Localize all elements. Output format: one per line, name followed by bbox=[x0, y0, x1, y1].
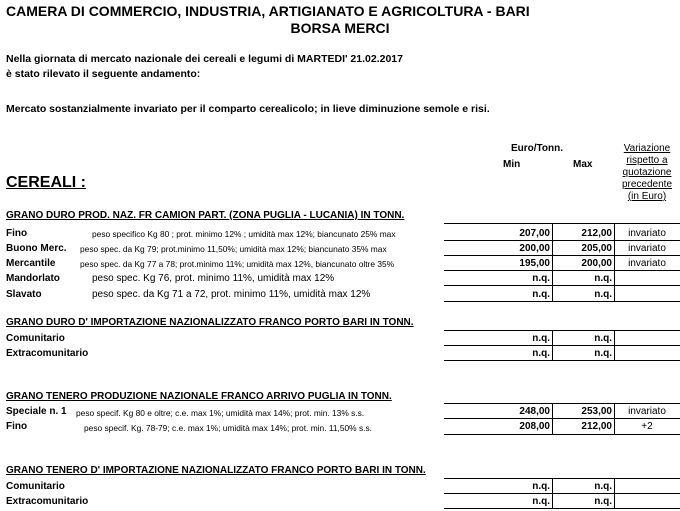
price-variation: +2 bbox=[641, 421, 653, 432]
price-min: 208,00 bbox=[519, 421, 550, 432]
price-max: 253,00 bbox=[581, 406, 612, 417]
price-min: 207,00 bbox=[519, 228, 550, 239]
column-divider bbox=[614, 403, 615, 434]
price-variation: invariato bbox=[628, 406, 666, 417]
column-divider bbox=[552, 223, 553, 301]
intro-line-2: è stato rilevato il seguente andamento: bbox=[6, 68, 201, 80]
grade-name: Slavato bbox=[6, 289, 42, 300]
column-divider bbox=[552, 403, 553, 434]
max-header: Max bbox=[573, 159, 593, 170]
grade-name: Mercantile bbox=[6, 258, 56, 269]
price-min: n.q. bbox=[532, 289, 550, 300]
price-max: 212,00 bbox=[581, 421, 612, 432]
grade-spec: peso specif. Kg. 78-79; c.e. max 1%; umidità max 14%; prot. min. 11,50% s.s. bbox=[84, 423, 372, 433]
table-rule bbox=[444, 223, 680, 224]
price-variation: invariato bbox=[628, 258, 666, 269]
price-max: 200,00 bbox=[581, 258, 612, 269]
table-rule bbox=[444, 403, 680, 404]
variation-header-line: rispetto a bbox=[626, 155, 668, 166]
section-title: GRANO TENERO PRODUZIONE NAZIONALE FRANCO ARRIVO PUGLIA IN TONN. bbox=[6, 391, 392, 402]
column-divider bbox=[614, 330, 615, 360]
table-rule bbox=[444, 360, 680, 361]
table-rule bbox=[444, 345, 680, 346]
grade-spec: peso specifico Kg 80 ; prot. minimo 12% ; umidità max 12%; biancunato 25% max bbox=[92, 229, 396, 239]
category-title: CEREALI : bbox=[6, 174, 86, 191]
table-rule bbox=[444, 434, 680, 435]
section-title: GRANO TENERO D' IMPORTAZIONE NAZIONALIZZATO FRANCO PORTO BARI IN TONN. bbox=[6, 465, 426, 476]
variation-header-line: Variazione bbox=[623, 143, 671, 154]
market-note: Mercato sostanzialmente invariato per il comparto cerealicolo; in lieve diminuzione semole e risi. bbox=[6, 103, 490, 115]
grade-name: Extracomunitario bbox=[6, 496, 89, 507]
price-max: n.q. bbox=[594, 333, 612, 344]
price-max: n.q. bbox=[594, 273, 612, 284]
variation-header-line: quotazione bbox=[622, 167, 672, 178]
grade-spec: peso spec. da Kg 71 a 72, prot. minimo 11%, umidità max 12% bbox=[92, 289, 371, 300]
grade-name: Extracomunitario bbox=[6, 348, 89, 359]
column-divider bbox=[552, 330, 553, 360]
price-max: n.q. bbox=[594, 481, 612, 492]
min-header: Min bbox=[503, 159, 521, 170]
price-max: 205,00 bbox=[581, 243, 612, 254]
table-rule bbox=[444, 301, 680, 302]
price-max: n.q. bbox=[594, 289, 612, 300]
table-rule bbox=[444, 285, 680, 286]
intro-line-1: Nella giornata di mercato nazionale dei cereali e legumi di MARTEDI' 21.02.2017 bbox=[6, 53, 403, 65]
header-title: CAMERA DI COMMERCIO, INDUSTRIA, ARTIGIANATO E AGRICOLTURA - BARI bbox=[6, 3, 530, 19]
price-max: n.q. bbox=[594, 496, 612, 507]
price-min: 200,00 bbox=[519, 243, 550, 254]
table-rule bbox=[444, 330, 680, 331]
grade-name: Speciale n. 1 bbox=[6, 406, 67, 417]
grade-spec: peso spec. Kg 76, prot. minimo 11%, umidità max 12% bbox=[92, 273, 335, 284]
price-variation: invariato bbox=[628, 228, 666, 239]
grade-name: Fino bbox=[6, 421, 28, 432]
price-min: 248,00 bbox=[519, 406, 550, 417]
grade-spec: peso spec. da Kg 79; prot.minimo 11,50%; umidità max 12%; biancunato 35% max bbox=[80, 244, 387, 254]
price-max: n.q. bbox=[594, 348, 612, 359]
header-subtitle: BORSA MERCI bbox=[290, 20, 390, 36]
variation-header-line: precedente bbox=[621, 179, 673, 190]
section-title: GRANO DURO PROD. NAZ. FR CAMION PART. (ZONA PUGLIA - LUCANIA) IN TONN. bbox=[6, 210, 405, 221]
table-rule bbox=[444, 270, 680, 271]
table-rule bbox=[444, 240, 680, 241]
column-divider bbox=[614, 478, 615, 508]
table-rule bbox=[444, 508, 680, 509]
price-min: n.q. bbox=[532, 496, 550, 507]
price-variation: invariato bbox=[628, 243, 666, 254]
grade-spec: peso spec. da Kg 77 a 78; prot.minimo 11%; umidità max 12%, biancunato oltre 35% bbox=[80, 259, 395, 269]
grade-name: Comunitario bbox=[6, 481, 65, 492]
grade-name: Comunitario bbox=[6, 333, 65, 344]
price-min: n.q. bbox=[532, 481, 550, 492]
table-rule bbox=[444, 418, 680, 419]
grade-name: Mandorlato bbox=[6, 273, 60, 284]
table-rule bbox=[444, 255, 680, 256]
price-min: n.q. bbox=[532, 348, 550, 359]
section-title: GRANO DURO D' IMPORTAZIONE NAZIONALIZZATO FRANCO PORTO BARI IN TONN. bbox=[6, 317, 414, 328]
grade-name: Buono Merc. bbox=[6, 243, 67, 254]
table-rule bbox=[444, 478, 680, 479]
price-max: 212,00 bbox=[581, 228, 612, 239]
grade-name: Fino bbox=[6, 228, 28, 239]
variation-header bbox=[614, 143, 680, 203]
table-rule bbox=[444, 493, 680, 494]
variation-header-line: (in Euro) bbox=[627, 191, 667, 202]
price-min: 195,00 bbox=[519, 258, 550, 269]
column-divider bbox=[552, 478, 553, 508]
price-min: n.q. bbox=[532, 273, 550, 284]
price-min: n.q. bbox=[532, 333, 550, 344]
grade-spec: peso specif. Kg 80 e oltre; c.e. max 1%; umidità max 14%; prot. min. 13% s.s. bbox=[76, 408, 365, 418]
currency-label: Euro/Tonn. bbox=[511, 143, 564, 154]
column-divider bbox=[614, 223, 615, 301]
